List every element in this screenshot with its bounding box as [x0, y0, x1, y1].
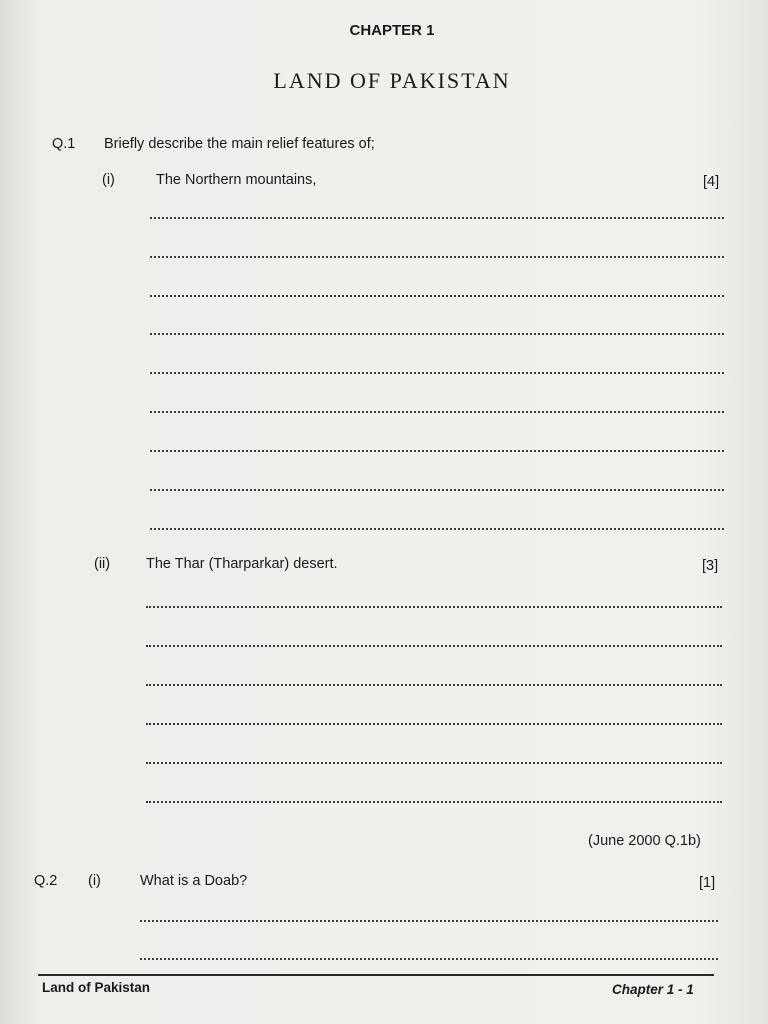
part-label: (ii) [94, 556, 111, 572]
answer-line[interactable] [140, 920, 718, 922]
answer-line[interactable] [150, 217, 724, 219]
answer-line[interactable] [150, 256, 724, 258]
marks-label: [4] [703, 174, 720, 190]
chapter-heading: CHAPTER 1 [349, 22, 435, 39]
question-number: Q.1 [52, 136, 76, 152]
footer-rule [38, 974, 714, 976]
answer-line[interactable] [150, 372, 724, 374]
part-label: (i) [102, 172, 115, 188]
answer-line[interactable] [140, 958, 718, 960]
answer-line[interactable] [150, 489, 724, 491]
answer-line[interactable] [146, 801, 722, 803]
answer-line[interactable] [150, 411, 724, 413]
page-title: LAND OF PAKISTAN [273, 68, 511, 93]
answer-line[interactable] [150, 333, 724, 335]
answer-line[interactable] [150, 295, 724, 297]
answer-line[interactable] [150, 450, 724, 452]
part-text: What is a Doab? [140, 873, 248, 889]
answer-line[interactable] [146, 645, 722, 647]
part-label: (i) [88, 873, 101, 889]
question-stem: Briefly describe the main relief features of; [104, 136, 375, 152]
answer-line[interactable] [146, 723, 722, 725]
answer-line[interactable] [146, 684, 722, 686]
footer-left: Land of Pakistan [42, 980, 151, 995]
footer-page-number: Chapter 1 - 1 [612, 982, 694, 997]
part-text: The Thar (Tharparkar) desert. [146, 556, 338, 572]
answer-line[interactable] [146, 762, 722, 764]
marks-label: [1] [699, 875, 716, 891]
question-number: Q.2 [34, 873, 58, 889]
answer-line[interactable] [146, 606, 722, 608]
part-text: The Northern mountains, [156, 172, 317, 188]
question-source: (June 2000 Q.1b) [588, 833, 701, 849]
answer-line[interactable] [150, 528, 724, 530]
marks-label: [3] [702, 558, 719, 574]
